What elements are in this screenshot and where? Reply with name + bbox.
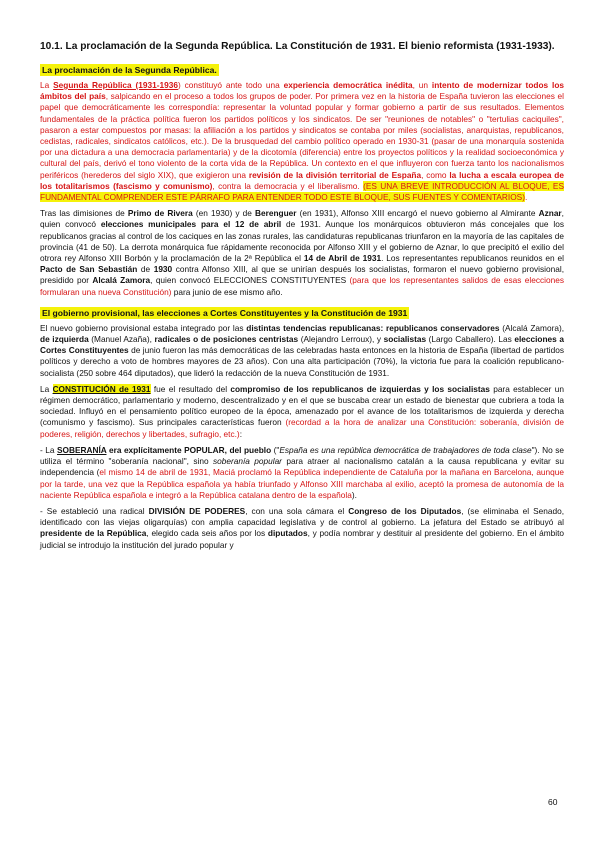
text-run: :	[239, 428, 243, 439]
text-run: , quien convocó ELECCIONES CONSTITUYENTES	[150, 275, 350, 286]
text-run: distintas tendencias republicanas: republicanos conservadores	[246, 322, 500, 333]
text-run: , y podía nombrar y destituir al presidente del gobierno. En el ámbito judicial se introdujo la institución del jurado popular y	[40, 528, 565, 550]
text-run: (recordad a la hora de analizar una Constitución: soberanía, división de poderes, religión, derechos y libertades, sufragio, etc.)	[40, 417, 564, 439]
text-run: DIVISIÓN DE PODERES	[148, 505, 246, 516]
text-run: Primo de Rivera	[127, 208, 193, 219]
text-run: España es una república democrática de trabajadores de toda clase	[279, 444, 532, 455]
paragraph	[40, 445, 564, 501]
text-run: , un	[412, 80, 432, 90]
text-run: , elegido cada seis años por los	[146, 528, 268, 539]
text-run: Tras las dimisiones de	[40, 208, 128, 219]
text-run: , (se eliminaba el Senado, identificado con las viejas oligarquías) con amplia capacidad legislativa y de control al gobierno. La jefatura del Estado se atribuyó al	[40, 505, 565, 528]
text-run: revisión de la división territorial de España	[248, 169, 422, 180]
text-run: para atraer al nacionalismo catalán a la causa republicana y evitar su independencia (	[40, 456, 564, 478]
text-run: de junio fueron las más democráticas de las celebradas hasta entonces en la historia de España (libertad de partidos políticos y derecho a voto de hombres mayores de 23 años). Con una alta participación (70%), la victoria fue para la coalición republicano-socialista (250 sobre 464 diputados), que lideró la redacción de la nueva Constitución de 1931.	[40, 345, 565, 378]
text-run: (en 1931), Alfonso XIII encargó el nuevo gobierno al Almirante	[296, 208, 539, 219]
text-run: de izquierda	[40, 334, 89, 345]
section-heading: El gobierno provisional, las elecciones a Cortes Constituyentes y la Constitución de 1931	[42, 307, 408, 318]
text-run: Congreso de los Diputados	[348, 505, 462, 516]
paragraph	[40, 384, 564, 440]
text-run: Pacto de San Sebastián	[40, 264, 138, 275]
text-run: , quien convocó	[40, 208, 564, 230]
text-run: el mismo 14 de abril de 1931, Maciá proclamó la República independiente de Cataluña por la mañana en Barcelona, aunque por la tarde, una vez que la República española ya había triunfado y Alfonso XIII marchaba al exilio, aceptó la promesa de autonomía de la naciente República española e integró a la República catalana dentro de la española	[40, 467, 565, 500]
text-run: 14 de Abril de 1931	[303, 253, 382, 264]
text-run: ).	[351, 489, 357, 500]
text-run: experiencia democrática inédita	[283, 80, 413, 90]
text-run: la lucha a escala europea de los totalitarismos (fascismo y comunismo)	[40, 169, 564, 191]
text-run: (Largo Caballero). Las	[426, 334, 515, 345]
text-run: intento de modernizar todos los ámbitos del país	[40, 80, 564, 102]
text-run: "). No se utiliza el término "soberanía nacional", sino	[40, 444, 564, 467]
text-run: diputados	[267, 528, 308, 539]
paragraph	[40, 506, 564, 551]
text-run: . Los representantes republicanos reunidos en el	[381, 253, 564, 264]
text-run: (Alejandro Lerroux), y	[298, 334, 384, 345]
text-run: para junio de ese mismo año.	[171, 286, 283, 297]
text-run: para establecer un régimen democrático, parlamentario y moderno, descentralizado y en el que se buscaba crear un estado de bienestar que cubriera a toda la sociedad. Influyó en el pensamiento político europeo de la época, amenazado por el avance de los totalitarismos de izquierda y derecha (comunismo y fascismo). Sus principales características fueron	[40, 383, 564, 428]
text-run: .	[524, 192, 528, 203]
text-run: La	[40, 383, 53, 394]
paragraph	[40, 208, 564, 298]
text-run: - La	[40, 444, 57, 455]
text-run: El nuevo gobierno provisional estaba integrado por las	[40, 322, 247, 333]
text-run: ("	[271, 444, 280, 455]
text-run: (para que los representantes salidos de esas elecciones formularan una nueva Constitución)	[40, 275, 564, 297]
text-run: contra Alfonso XIII, al que se unirían después los socialistas, formaron el nuevo gobierno provisional, presidido por	[40, 264, 564, 286]
text-run: ) constituyó ante todo una	[177, 80, 284, 90]
text-run: SOBERANÍA	[57, 444, 107, 455]
text-run: elecciones municipales para el 12 de abril	[100, 219, 282, 230]
paragraph	[40, 80, 564, 203]
text-run: Segunda República (1931-1936	[53, 80, 178, 90]
text-run: soberanía popular	[212, 456, 282, 467]
text-run: (ES UNA BREVE INTRODUCCIÓN AL BLOQUE, ES FUNDAMENTAL COMPRENDER ESTE PÁRRAFO PARA ENTENDER TODO ESTE BLOQUE, SUS FUENTES Y COMENTARIOS)	[40, 180, 564, 203]
text-run: fue el resultado del	[150, 383, 231, 394]
text-run: (Alcalá Zamora),	[499, 322, 565, 333]
text-run: CONSTITUCIÓN de 1931	[52, 383, 151, 394]
text-run: socialistas	[383, 334, 427, 345]
text-run: de 1931. Aunque los monárquicos obtuvieron más concejales que los republicanos gracias al control de los caciques en las zonas rurales, las candidaturas republicanas triunfaron en la mayoría de las capitales de provincia (41 de 50). La derrota monárquica fue rápidamente reconocida por Alfonso XIII y el gobierno de Aznar, lo que precipitó el exilio del otrora rey Alfonso XIII Borbón y la proclamación de la 2ª República el	[40, 219, 564, 264]
section-heading: La proclamación de la Segunda República.	[42, 65, 217, 75]
text-run: , como	[421, 169, 450, 180]
text-run: presidente de la República	[40, 528, 147, 539]
text-run: (Manuel Azaña),	[88, 334, 155, 345]
text-run: , salpicando en el proceso a todos los grupos de poder. Por primera vez en la historia de España tuvieron las elecciones el papel que democráticamente les correspondía: representar la voluntad popular y formar gobierno a partir de sus resultados. Elementos fundamentales de la práctica política fueron los partidos políticos y los sindicatos. De ser "reuniones de notables" o "tertulias caciquiles", pasaron a estar compuestos por masas: la afiliación a los partidos y sindicatos se contaba por miles (socialistas, anarquistas, republicanos, cedistas, radicales, sindicatos católicos, etc.). De la brusquedad del cambio político operado en 1930-31 (pasar de una monarquía sostenida por una dictadura a una democracia parlamentaria) y de la dicotomía (diferencia) entre los proyectos políticos y la realidad socioeconómica y cultural del país, derivó el tono violento de la corta vida de la República. Un contexto en el que influyeron con fuerza tanto los nacionalismos periféricos (herederos del siglo XIX), que exigieron una	[40, 91, 565, 180]
text-run: Alcalá Zamora	[92, 275, 151, 286]
text-run: de	[137, 264, 154, 275]
text-run: Berenguer	[255, 208, 297, 219]
paragraph	[40, 323, 564, 379]
text-run: La	[40, 80, 54, 90]
text-run: elecciones a Cortes Constituyentes	[40, 334, 564, 356]
text-run: compromiso de los republicanos de izquierdas y los socialistas	[230, 383, 490, 394]
page-number: 60	[548, 797, 558, 807]
page-title: 10.1. La proclamación de la Segunda República. La Constitución de 1931. El bienio reformista (1931-1933).	[40, 41, 555, 52]
text-run: 1930	[153, 264, 173, 275]
text-run: - Se estableció una radical	[40, 505, 149, 516]
page-content	[40, 40, 564, 556]
text-run: , con una sola cámara el	[245, 505, 349, 516]
text-run: era explícitamente POPULAR, del pueblo	[106, 444, 272, 455]
text-run: , contra la democracia y el liberalismo.	[212, 180, 364, 191]
sections-container	[40, 60, 564, 551]
text-run: (en 1930) y de	[192, 208, 256, 219]
text-run: Aznar	[538, 208, 562, 219]
text-run: radicales o de posiciones centristas	[154, 334, 299, 345]
